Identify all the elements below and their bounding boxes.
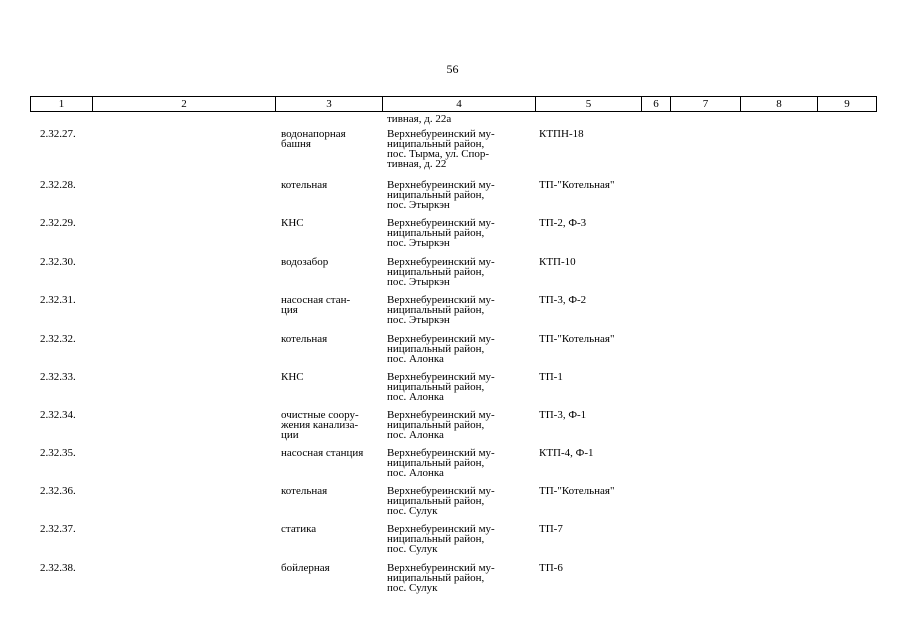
object-address	[387, 524, 495, 554]
object-address	[387, 257, 495, 287]
object-name-line: бойлерная	[281, 562, 330, 574]
object-name	[281, 563, 330, 573]
object-address-line: ниципальный район,	[387, 189, 485, 201]
power-source: ТП-"Котельная"	[539, 333, 615, 345]
object-address-line: ниципальный район,	[387, 381, 485, 393]
object-address-line: Верхнебуреинский му-	[387, 333, 495, 345]
object-address-line: Верхнебуреинский му-	[387, 523, 495, 535]
object-address	[387, 180, 495, 210]
object-address-line: ниципальный район,	[387, 533, 485, 545]
row-number: 2.32.29.	[40, 217, 76, 229]
object-address-line: Верхнебуреинский му-	[387, 256, 495, 268]
column-header-5: 5	[536, 97, 642, 112]
object-address-line: пос. Сулук	[387, 543, 438, 555]
object-name-line: котельная	[281, 179, 328, 191]
power-source: КТПН-18	[539, 128, 584, 140]
column-header-row	[31, 97, 877, 112]
row-number: 2.32.28.	[40, 179, 76, 191]
object-address	[387, 295, 495, 325]
object-address-line: ниципальный район,	[387, 343, 485, 355]
power-source: ТП-7	[539, 523, 563, 535]
object-name-line: насосная стан-	[281, 294, 351, 306]
object-address-line: Верхнебуреинский му-	[387, 447, 495, 459]
power-source: КТП-10	[539, 256, 576, 268]
column-header-table	[30, 96, 877, 112]
object-name-line: водонапорная	[281, 128, 346, 140]
object-name	[281, 295, 350, 315]
object-address-line: ниципальный район,	[387, 419, 485, 431]
object-address-line: Верхнебуреинский му-	[387, 371, 495, 383]
row-number: 2.32.38.	[40, 562, 76, 574]
object-address-line: Верхнебуреинский му-	[387, 485, 495, 497]
object-address-line: пос. Сулук	[387, 505, 438, 517]
column-header-1: 1	[31, 97, 93, 112]
row-number: 2.32.31.	[40, 294, 76, 306]
object-address-line: пос. Этыркэн	[387, 237, 450, 249]
row-number: 2.32.35.	[40, 447, 76, 459]
row-number: 2.32.36.	[40, 485, 76, 497]
row-number: 2.32.27.	[40, 128, 76, 140]
object-name-line: котельная	[281, 333, 328, 345]
object-address	[387, 563, 495, 593]
object-address-line: ниципальный район,	[387, 572, 485, 584]
object-address-line: ниципальный район,	[387, 495, 485, 507]
object-address-line: пос. Этыркэн	[387, 199, 450, 211]
object-name	[281, 334, 327, 344]
column-header-4: 4	[383, 97, 536, 112]
power-source: ТП-1	[539, 371, 563, 383]
object-address-line: ниципальный район,	[387, 266, 485, 278]
row-number: 2.32.32.	[40, 333, 76, 345]
object-address-line: ниципальный район,	[387, 138, 485, 150]
object-name	[281, 448, 363, 458]
power-source: ТП-2, Ф-3	[539, 217, 587, 229]
object-address-line: ниципальный район,	[387, 227, 485, 239]
object-address-line: пос. Сулук	[387, 582, 438, 594]
object-address-line: Верхнебуреинский му-	[387, 562, 495, 574]
object-address-line: Верхнебуреинский му-	[387, 409, 495, 421]
row-number: 2.32.37.	[40, 523, 76, 535]
object-address-line: пос. Алонка	[387, 353, 444, 365]
row-number: 2.32.33.	[40, 371, 76, 383]
page-number: 56	[446, 62, 459, 76]
object-address	[387, 486, 495, 516]
object-name	[281, 218, 304, 228]
object-name	[281, 180, 327, 190]
column-header-8: 8	[741, 97, 818, 112]
object-name-line: ции	[281, 429, 299, 441]
object-name-line: статика	[281, 523, 317, 535]
object-name-line: насосная станция	[281, 447, 364, 459]
column-header-9: 9	[818, 97, 877, 112]
continuation-text: тивная, д. 22а	[387, 113, 452, 125]
object-name	[281, 372, 304, 382]
object-address	[387, 410, 495, 440]
object-address-line: Верхнебуреинский му-	[387, 294, 495, 306]
object-address-line: Верхнебуреинский му-	[387, 179, 495, 191]
object-name-line: КНС	[281, 217, 304, 229]
object-name	[281, 257, 328, 267]
object-address	[387, 334, 495, 364]
object-name	[281, 129, 346, 149]
object-name-line: жения канализа-	[281, 419, 359, 431]
object-address-line: пос. Алонка	[387, 429, 444, 441]
object-name-line: очистные соору-	[281, 409, 359, 421]
power-source: ТП-"Котельная"	[539, 179, 615, 191]
power-source: ТП-3, Ф-1	[539, 409, 587, 421]
column-header-2: 2	[93, 97, 276, 112]
power-source: ТП-"Котельная"	[539, 485, 615, 497]
column-header-7: 7	[671, 97, 741, 112]
column-header-3: 3	[276, 97, 383, 112]
object-address-line: пос. Этыркэн	[387, 314, 450, 326]
object-address-line: Верхнебуреинский му-	[387, 217, 495, 229]
object-address-line: пос. Алонка	[387, 467, 444, 479]
column-header-6: 6	[642, 97, 671, 112]
object-name	[281, 486, 327, 496]
object-name-line: КНС	[281, 371, 304, 383]
object-name	[281, 524, 316, 534]
object-address	[387, 218, 495, 248]
object-address	[387, 372, 495, 402]
row-number: 2.32.34.	[40, 409, 76, 421]
power-source: КТП-4, Ф-1	[539, 447, 594, 459]
power-source: ТП-3, Ф-2	[539, 294, 587, 306]
power-source: ТП-6	[539, 562, 563, 574]
row-number: 2.32.30.	[40, 256, 76, 268]
object-address-line: Верхнебуреинский му-	[387, 128, 495, 140]
object-name-line: башня	[281, 138, 311, 150]
object-address-line: ниципальный район,	[387, 457, 485, 469]
object-address-line: пос. Алонка	[387, 391, 444, 403]
object-address-line: тивная, д. 22	[387, 158, 447, 170]
object-name-line: котельная	[281, 485, 328, 497]
object-address	[387, 448, 495, 478]
object-name	[281, 410, 359, 440]
object-name-line: водозабор	[281, 256, 329, 268]
object-address-line: ниципальный район,	[387, 304, 485, 316]
object-address-line: пос. Этыркэн	[387, 276, 450, 288]
object-address	[387, 129, 495, 169]
object-name-line: ция	[281, 304, 298, 316]
object-address-line: пос. Тырма, ул. Спор-	[387, 148, 490, 160]
